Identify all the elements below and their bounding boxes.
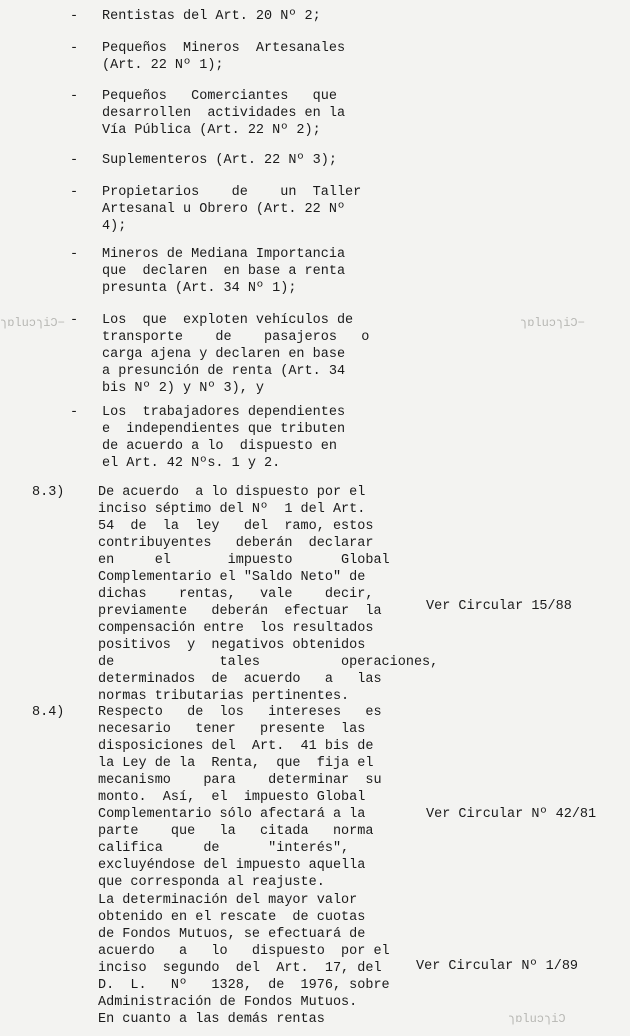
bullet-dash: -: [70, 313, 79, 328]
section-line: disposiciones del Art. 41 bis de: [98, 739, 374, 754]
section-line: la Ley de la Renta, que fija el: [98, 756, 374, 771]
paragraph-line: En cuanto a las demás rentas: [98, 1012, 325, 1027]
section-line: previamente deberán efectuar la: [98, 604, 382, 619]
section-number: 8.3): [32, 485, 65, 500]
item-line: Pequeños Comerciantes que: [102, 89, 337, 104]
paragraph-line: inciso segundo del Art. 17, del: [98, 961, 382, 976]
section-line: califica de "interés",: [98, 841, 350, 856]
section-line: excluyéndose del impuesto aquella: [98, 858, 366, 873]
section-number: 8.4): [32, 705, 65, 720]
bullet-dash: -: [70, 41, 79, 56]
margin-note: Ver Circular Nº 1/89: [416, 959, 579, 974]
item-line: Los trabajadores dependientes: [102, 405, 346, 420]
item-line: bis Nº 2) y Nº 3), y: [102, 381, 265, 396]
paragraph-line: D. L. Nº 1328, de 1976, sobre: [98, 978, 390, 993]
bullet-dash: -: [70, 185, 79, 200]
paragraph-line: obtenido en el rescate de cuotas: [98, 910, 366, 925]
margin-note: Ver Circular 15/88: [426, 599, 572, 614]
paragraph-line: acuerdo a lo dispuesto por el: [98, 944, 390, 959]
item-line: desarrollen actividades en la: [102, 106, 346, 121]
item-line: Suplementeros (Art. 22 Nº 3);: [102, 153, 337, 168]
continuation-paragraph: [98, 892, 420, 1028]
bleed-through-text: ɿɒluɔɿiƆ−: [0, 316, 65, 330]
section-line: normas tributarias pertinentes.: [98, 689, 350, 704]
section-line: mecanismo para determinar su: [98, 773, 382, 788]
bleed-through-text: ɿɒluɔɿiƆ: [508, 1012, 566, 1026]
item-line: carga ajena y declaren en base: [102, 347, 346, 362]
item-line: que declaren en base a renta: [102, 264, 346, 279]
section-line: monto. Así, el impuesto Global: [98, 790, 366, 805]
paragraph-line: Administración de Fondos Mutuos.: [98, 995, 358, 1010]
item-line: (Art. 22 Nº 1);: [102, 58, 224, 73]
section-line: Respecto de los intereses es: [98, 705, 382, 720]
item-line: presunta (Art. 34 Nº 1);: [102, 281, 297, 296]
bullet-dash: -: [70, 153, 79, 168]
item-line: e independientes que tributen: [102, 422, 346, 437]
item-line: Mineros de Mediana Importancia: [102, 247, 346, 262]
item-line: Propietarios de un Taller: [102, 185, 362, 200]
item-line: Pequeños Mineros Artesanales: [102, 41, 346, 56]
bullet-dash: -: [70, 405, 79, 420]
section-line: determinados de acuerdo a las: [98, 672, 382, 687]
section-line: contribuyentes deberán declarar: [98, 536, 374, 551]
bullet-dash: -: [70, 9, 79, 24]
item-line: 4);: [102, 219, 127, 234]
section-line: en el impuesto Global: [98, 553, 390, 568]
item-line: de acuerdo a lo dispuesto en: [102, 439, 337, 454]
bullet-dash: -: [70, 247, 79, 262]
section-line: parte que la citada norma: [98, 824, 374, 839]
bleed-through-text: ɿɒluɔɿiƆ−: [520, 316, 585, 330]
section-line: compensación entre los resultados: [98, 621, 374, 636]
item-line: Artesanal u Obrero (Art. 22 Nº: [102, 202, 346, 217]
section-line: inciso séptimo del Nº 1 del Art.: [98, 502, 366, 517]
item-line: Rentistas del Art. 20 Nº 2;: [102, 9, 321, 24]
bullet-dash: -: [70, 89, 79, 104]
item-line: Vía Pública (Art. 22 Nº 2);: [102, 123, 321, 138]
paragraph-line: de Fondos Mutuos, se efectuará de: [98, 927, 366, 942]
item-line: Los que exploten vehículos de: [102, 313, 354, 328]
section-line: necesario tener presente las: [98, 722, 366, 737]
section-line: Complementario el "Saldo Neto" de: [98, 570, 366, 585]
item-line: transporte de pasajeros o: [102, 330, 370, 345]
section-line: de tales operaciones,: [98, 655, 439, 670]
section-line: positivos y negativos obtenidos: [98, 638, 366, 653]
item-line: el Art. 42 Nºs. 1 y 2.: [102, 456, 281, 471]
item-line: a presunción de renta (Art. 34: [102, 364, 346, 379]
margin-note: Ver Circular Nº 42/81: [426, 807, 597, 822]
section-line: que corresponda al reajuste.: [98, 875, 325, 890]
section-line: 54 de la ley del ramo, estos: [98, 519, 374, 534]
section-line: dichas rentas, vale decir,: [98, 587, 374, 602]
paragraph-line: La determinación del mayor valor: [98, 893, 358, 908]
section-line: Complementario sólo afectará a la: [98, 807, 366, 822]
section-line: De acuerdo a lo dispuesto por el: [98, 485, 366, 500]
